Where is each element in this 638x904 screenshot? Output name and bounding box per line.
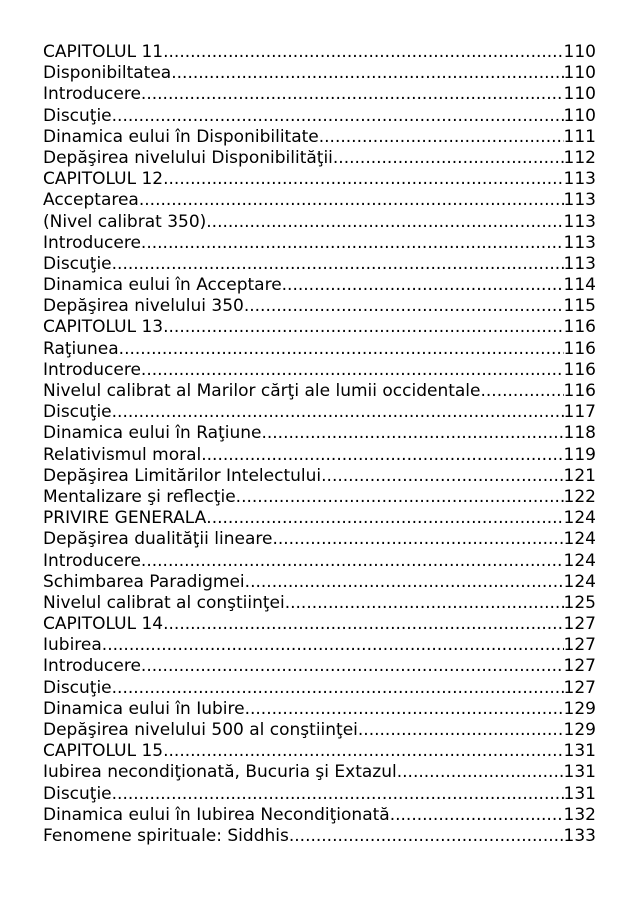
toc-entry-title: Dinamica eului în Iubirea Necondiţionată [43,804,390,825]
dot-leader [163,169,563,190]
dot-leader [141,656,564,677]
toc-entry-title: CAPITOLUL 14 [43,614,164,635]
toc-entry-title: Introducere [43,550,141,571]
toc-entry-title: CAPITOLUL 13 [43,317,164,338]
toc-entry[interactable] [43,84,596,105]
toc-entry-page-number: 112 [563,147,596,168]
toc-entry[interactable] [43,381,596,402]
dot-leader [112,254,564,275]
toc-entry-title: Acceptarea [43,190,139,211]
dot-leader [206,508,563,529]
toc-entry[interactable] [43,656,596,677]
toc-entry-title: Introducere [43,232,141,253]
dot-leader [261,423,563,444]
toc-entry-page-number: 115 [563,296,596,317]
dot-leader [119,339,564,360]
toc-entry-title: Introducere [43,359,141,380]
toc-entry-page-number: 117 [563,402,596,423]
toc-entry[interactable] [43,42,596,63]
toc-entry-page-number: 110 [563,84,596,105]
dot-leader [390,805,564,826]
toc-entry[interactable] [43,317,596,338]
dot-leader [333,148,564,169]
toc-entry-page-number: 113 [563,190,596,211]
toc-entry-page-number: 116 [563,381,596,401]
toc-entry-page-number: 132 [563,804,596,825]
toc-entry-page-number: 113 [563,253,596,274]
toc-entry-title: Schimbarea Paradigmei [43,571,245,592]
toc-entry-page-number: 127 [563,677,596,698]
toc-entry-title: Depăşirea nivelului 350 [43,296,244,317]
toc-entry[interactable] [43,212,596,233]
toc-entry-title: Raţiunea [43,338,119,359]
toc-entry[interactable] [43,805,596,826]
toc-entry[interactable] [43,699,596,720]
dot-leader [141,551,564,572]
toc-entry-title: Dinamica eului în Acceptare [43,275,282,296]
toc-entry-title: Iubirea necondiţionată, Bucuria şi Extazul [43,762,397,783]
toc-entry-title: PRIVIRE GENERALA [43,508,207,529]
dot-leader [141,233,564,254]
toc-entry-title: Iubirea [43,635,102,656]
toc-entry[interactable] [43,508,596,529]
toc-entry-page-number: 116 [563,317,596,338]
dot-leader [285,593,564,614]
toc-entry[interactable] [43,678,596,699]
toc-entry[interactable] [43,551,596,572]
toc-entry-page-number: 127 [563,656,596,677]
dot-leader [272,529,563,550]
toc-entry-title: CAPITOLUL 15 [43,741,164,762]
toc-entry[interactable] [43,720,596,741]
dot-leader [163,741,563,762]
toc-entry-page-number: 116 [563,338,596,359]
toc-entry-title: Introducere [43,656,141,677]
toc-entry-page-number: 124 [563,529,596,550]
toc-entry[interactable] [43,360,596,381]
toc-entry-page-number: 131 [563,762,596,783]
toc-entry-title: Depăşirea nivelului Disponibilităţii [43,147,333,168]
toc-entry-page-number: 124 [563,508,596,529]
toc-entry-page-number: 121 [563,465,596,486]
toc-entry-title: (Nivel calibrat 350) [43,211,207,232]
toc-entry-page-number: 110 [563,105,596,126]
toc-entry-page-number: 113 [563,211,596,232]
toc-entry-page-number: 111 [563,126,596,147]
dot-leader [102,635,564,656]
dot-leader [397,762,564,783]
toc-entry-page-number: 129 [563,720,596,740]
toc-entry-title: Dinamica eului în Raţiune [43,423,262,444]
toc-entry[interactable] [43,466,596,487]
toc-entry-title: CAPITOLUL 12 [43,169,164,190]
toc-entry-title: Introducere [43,84,141,105]
toc-entry-page-number: 122 [563,486,596,507]
toc-entry[interactable] [43,614,596,635]
toc-entry-page-number: 116 [563,359,596,380]
toc-entry[interactable] [43,762,596,783]
toc-entry-page-number: 124 [563,550,596,571]
toc-entry-title: Depăşirea dualităţii lineare [43,529,273,550]
toc-entry-title: Nivelul calibrat al conştiinţei [43,592,285,613]
toc-entry[interactable] [43,826,596,847]
toc-entry[interactable] [43,296,596,317]
dot-leader [201,445,563,466]
dot-leader [112,678,564,699]
toc-entry-title: Discuţie [43,105,112,126]
dot-leader [245,699,564,720]
dot-leader [282,275,564,296]
toc-entry-page-number: 133 [563,825,596,846]
toc-entry[interactable] [43,190,596,211]
dot-leader [171,63,563,84]
toc-entry[interactable] [43,148,596,169]
toc-entry-page-number: 113 [563,169,596,190]
toc-entry[interactable] [43,169,596,190]
toc-entry-title: Discuţie [43,253,112,274]
toc-entry-title: Depăşirea Limitărilor Intelectului [43,465,322,486]
toc-entry-page-number: 124 [563,571,596,592]
dot-leader [236,487,564,508]
toc-entry-title: Dinamica eului în Disponibilitate [43,126,319,147]
dot-leader [139,190,564,211]
toc-entry[interactable] [43,572,596,593]
dot-leader [244,296,564,317]
toc-entry-page-number: 131 [563,783,596,804]
toc-entry-title: Nivelul calibrat al Marilor cărţi ale lumii occidentale [43,381,481,401]
toc-entry[interactable] [43,445,596,466]
toc-entry-title: CAPITOLUL 11 [43,42,164,62]
toc-entry-page-number: 129 [563,698,596,719]
toc-entry[interactable] [43,593,596,614]
toc-entry-page-number: 127 [563,614,596,635]
dot-leader [112,402,564,423]
toc-entry-title: Disponibiltatea [43,63,172,84]
toc-entry-page-number: 119 [563,444,596,465]
toc-entry-title: Discuţie [43,783,112,804]
toc-entry[interactable] [43,402,596,423]
toc-entry[interactable] [43,423,596,444]
toc-entry-page-number: 131 [563,741,596,762]
toc-entry-page-number: 118 [563,423,596,444]
toc-entry[interactable] [43,275,596,296]
toc-entry[interactable] [43,233,596,254]
toc-entry-title: Mentalizare şi reflecţie [43,486,236,507]
toc-entry[interactable] [43,635,596,656]
dot-leader [112,106,564,127]
toc-entry[interactable] [43,127,596,148]
toc-entry[interactable] [43,63,596,84]
toc-entry-page-number: 110 [563,42,596,62]
dot-leader [321,466,563,487]
toc-entry-title: Fenomene spirituale: Siddhis [43,825,289,846]
toc-entry-title: Discuţie [43,402,112,423]
toc-entry-page-number: 114 [563,275,596,296]
toc-entry-title: Relativismul moral [43,444,202,465]
table-of-contents [43,42,596,847]
dot-leader [141,84,564,105]
toc-entry[interactable] [43,487,596,508]
dot-leader [112,784,564,805]
toc-entry-page-number: 110 [563,63,596,84]
toc-entry[interactable] [43,784,596,805]
dot-leader [163,614,563,635]
dot-leader [480,381,563,402]
dot-leader [319,127,564,148]
toc-entry[interactable] [43,339,596,360]
toc-entry-page-number: 127 [563,635,596,656]
dot-leader [141,360,564,381]
dot-leader [289,826,564,847]
toc-entry-page-number: 125 [563,592,596,613]
dot-leader [358,720,564,741]
toc-entry-title: Depăşirea nivelului 500 al conştiinţei [43,720,358,740]
dot-leader [245,572,564,593]
dot-leader [206,212,563,233]
toc-entry[interactable] [43,254,596,275]
dot-leader [163,42,563,63]
toc-entry[interactable] [43,529,596,550]
toc-entry-title: Discuţie [43,677,112,698]
toc-entry[interactable] [43,741,596,762]
toc-entry[interactable] [43,106,596,127]
toc-entry-title: Dinamica eului în Iubire [43,698,245,719]
dot-leader [163,317,563,338]
toc-entry-page-number: 113 [563,232,596,253]
